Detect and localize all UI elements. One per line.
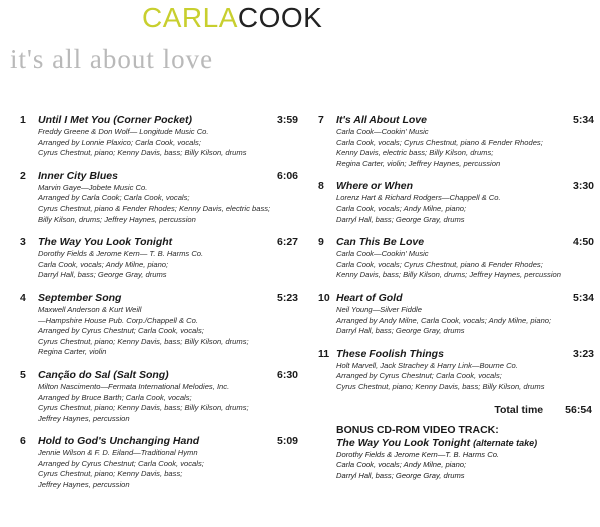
- track-duration: 6:06: [276, 169, 298, 182]
- credit-line: Cyrus Chestnut, piano; Kenny Davis, bass; Billy Kilson, drums;: [38, 403, 249, 413]
- credit-line: Dorothy Fields & Jerome Kern—T. B. Harms Co.: [336, 449, 500, 459]
- credit-line: Carla Cook, vocals; Cyrus Chestnut, piano & Fender Rhodes;: [336, 137, 543, 147]
- track-duration: 6:27: [276, 236, 298, 249]
- credit-line: Darryl Hall, bass; George Gray, drums: [336, 470, 465, 480]
- bonus-title-text: The Way You Look Tonight: [336, 436, 471, 449]
- credit-line: Cyrus Chestnut, piano & Fender Rhodes; Kenny Davis, electric bass;: [38, 203, 271, 213]
- credit-line: Maxwell Anderson & Kurt Weill: [38, 304, 142, 314]
- track-item: [20, 114, 298, 159]
- track-header: [20, 114, 298, 127]
- credit-line: Carla Cook—Cookin' Music: [336, 127, 429, 136]
- track-duration: 5:23: [276, 291, 298, 304]
- track-item: [20, 292, 298, 358]
- total-time-label: Total time: [494, 403, 544, 416]
- credit-line: Neil Young—Silver Fiddle: [336, 304, 422, 314]
- track-credits: [318, 305, 594, 337]
- credit-line: Jennie Wilson & F. D. Eiland—Traditional Hymn: [38, 448, 198, 458]
- tracklist-right-column: [318, 114, 594, 481]
- artist-name: [142, 2, 322, 34]
- track-number: 3: [20, 236, 26, 249]
- credit-line: Billy Kilson, drums; Jeffrey Haynes, percussion: [38, 214, 196, 224]
- credit-line: Regina Carter, violin: [38, 347, 107, 357]
- credit-line: Kenny Davis, bass; Billy Kilson, drums; Jeffrey Haynes, percussion: [336, 270, 561, 280]
- track-item: [20, 369, 298, 424]
- track-credits: [20, 305, 298, 358]
- track-credits: [318, 193, 594, 225]
- track-title: These Foolish Things: [336, 347, 444, 360]
- credit-line: Arranged by Cyrus Chestnut; Carla Cook, vocals;: [38, 326, 204, 336]
- credit-line: Carla Cook, vocals; Andy Milne, piano;: [336, 203, 467, 213]
- track-credits: [20, 183, 298, 225]
- track-item: [318, 236, 594, 281]
- track-title: September Song: [38, 291, 122, 304]
- credit-line: Jeffrey Haynes, percussion: [38, 413, 130, 423]
- track-header: [318, 114, 594, 127]
- credit-line: Cyrus Chestnut, piano; Kenny Davis, bass; Billy Kilson, drums: [38, 148, 247, 158]
- credit-line: Cyrus Chestnut, piano; Kenny Davis, bass;: [38, 469, 183, 479]
- track-header: [20, 435, 298, 448]
- track-header: [20, 369, 298, 382]
- credit-line: Cyrus Chestnut, piano; Kenny Davis, bass; Billy Kilson, drums: [336, 381, 545, 391]
- track-credits: [20, 448, 298, 490]
- credit-line: Arranged by Bruce Barth; Carla Cook, vocals;: [38, 392, 192, 402]
- track-item: [318, 180, 594, 225]
- track-duration: 5:34: [572, 114, 594, 126]
- track-number: 11: [318, 347, 330, 360]
- track-item: [318, 292, 594, 337]
- track-duration: 5:09: [276, 435, 298, 448]
- track-number: 2: [20, 169, 26, 182]
- track-item: [20, 435, 298, 490]
- bonus-track-title: [318, 437, 594, 450]
- track-title: The Way You Look Tonight: [38, 236, 173, 249]
- track-credits: [318, 361, 594, 393]
- track-header: [318, 292, 594, 305]
- album-title: it's all about love: [10, 44, 214, 74]
- track-header: [318, 236, 594, 249]
- track-title: Until I Met You (Corner Pocket): [38, 114, 193, 126]
- bonus-title-note: (alternate take): [473, 437, 538, 448]
- credit-line: Carla Cook, vocals; Andy Milne, piano;: [38, 259, 169, 269]
- track-title: Where or When: [336, 180, 414, 193]
- track-header: [318, 180, 594, 193]
- track-header: [318, 348, 594, 361]
- credit-line: —Hampshire House Pub. Corp./Chappell & Co.: [38, 315, 198, 325]
- track-title: Heart of Gold: [336, 291, 403, 304]
- artist-last-name: COOK: [237, 2, 323, 33]
- credit-line: Darryl Hall, bass; George Gray, drums: [38, 270, 167, 280]
- credit-line: Darryl Hall, bass; George Gray, drums: [336, 326, 465, 336]
- track-duration: 3:23: [572, 347, 594, 360]
- track-title: It's All About Love: [336, 114, 427, 126]
- track-number: 9: [318, 236, 324, 249]
- track-number: 10: [318, 291, 330, 304]
- track-item: [318, 114, 594, 169]
- track-credits: [20, 127, 298, 159]
- bonus-heading: BONUS CD-ROM VIDEO TRACK:: [336, 423, 499, 436]
- credit-line: Jeffrey Haynes, percussion: [38, 480, 130, 490]
- track-duration: 5:34: [572, 291, 594, 304]
- track-title: Inner City Blues: [38, 169, 118, 182]
- credit-line: Dorothy Fields & Jerome Kern— T. B. Harms Co.: [38, 249, 204, 259]
- credit-line: Freddy Greene & Don Wolf— Longitude Music Co.: [38, 127, 209, 136]
- artist-first-name: CARLA: [142, 2, 238, 33]
- credit-line: Kenny Davis, electric bass; Billy Kilson, drums;: [336, 148, 494, 158]
- credit-line: Arranged by Lonnie Plaxico; Carla Cook, vocals;: [38, 137, 201, 147]
- track-number: 1: [20, 114, 26, 126]
- track-duration: 4:50: [572, 236, 594, 249]
- track-item: [20, 236, 298, 281]
- credit-line: Regina Carter, violin; Jeffrey Haynes, percussion: [336, 158, 501, 168]
- track-item: [20, 170, 298, 225]
- track-credits: [318, 249, 594, 281]
- credit-line: Arranged by Cyrus Chestnut; Carla Cook, vocals;: [38, 458, 204, 468]
- track-title: Hold to God's Unchanging Hand: [38, 435, 200, 448]
- track-header: [20, 236, 298, 249]
- track-item: [318, 348, 594, 393]
- credit-line: Carla Cook—Cookin' Music: [336, 249, 429, 259]
- credit-line: Cyrus Chestnut, piano; Kenny Davis, bass; Billy Kilson, drums;: [38, 336, 249, 346]
- track-number: 6: [20, 435, 26, 448]
- track-header: [20, 292, 298, 305]
- credit-line: Arranged by Andy Milne, Carla Cook, vocals; Andy Milne, piano;: [336, 315, 552, 325]
- track-credits: [20, 249, 298, 281]
- track-number: 4: [20, 291, 26, 304]
- track-title: Can This Be Love: [336, 236, 425, 249]
- total-time-value: 56:54: [565, 403, 592, 416]
- track-credits: [20, 382, 298, 424]
- track-number: 7: [318, 114, 324, 126]
- total-time: [318, 404, 594, 416]
- track-duration: 6:30: [276, 368, 298, 381]
- track-duration: 3:30: [572, 180, 594, 193]
- credit-line: Lorenz Hart & Richard Rodgers—Chappell & Co.: [336, 193, 501, 203]
- credit-line: Carla Cook, vocals; Cyrus Chestnut, piano & Fender Rhodes;: [336, 259, 543, 269]
- track-header: [20, 170, 298, 183]
- bonus-credits: [318, 450, 594, 482]
- track-number: 8: [318, 180, 324, 193]
- track-number: 5: [20, 368, 26, 381]
- track-credits: [318, 127, 594, 169]
- credit-line: Milton Nascimento—Fermata International Melodies, Inc.: [38, 381, 230, 391]
- credit-line: Arranged by Carla Cook; Carla Cook, vocals;: [38, 193, 190, 203]
- credit-line: Marvin Gaye—Jobete Music Co.: [38, 182, 148, 192]
- credit-line: Holt Marvell, Jack Strachey & Harry Link—Bourne Co.: [336, 360, 518, 370]
- track-duration: 3:59: [276, 114, 298, 126]
- tracklist-left-column: [20, 114, 298, 502]
- track-title: Canção do Sal (Salt Song): [38, 368, 169, 381]
- credit-line: Darryl Hall, bass; George Gray, drums: [336, 214, 465, 224]
- credit-line: Arranged by Cyrus Chestnut; Carla Cook, vocals;: [336, 371, 502, 381]
- credit-line: Carla Cook, vocals; Andy Milne, piano;: [336, 460, 467, 470]
